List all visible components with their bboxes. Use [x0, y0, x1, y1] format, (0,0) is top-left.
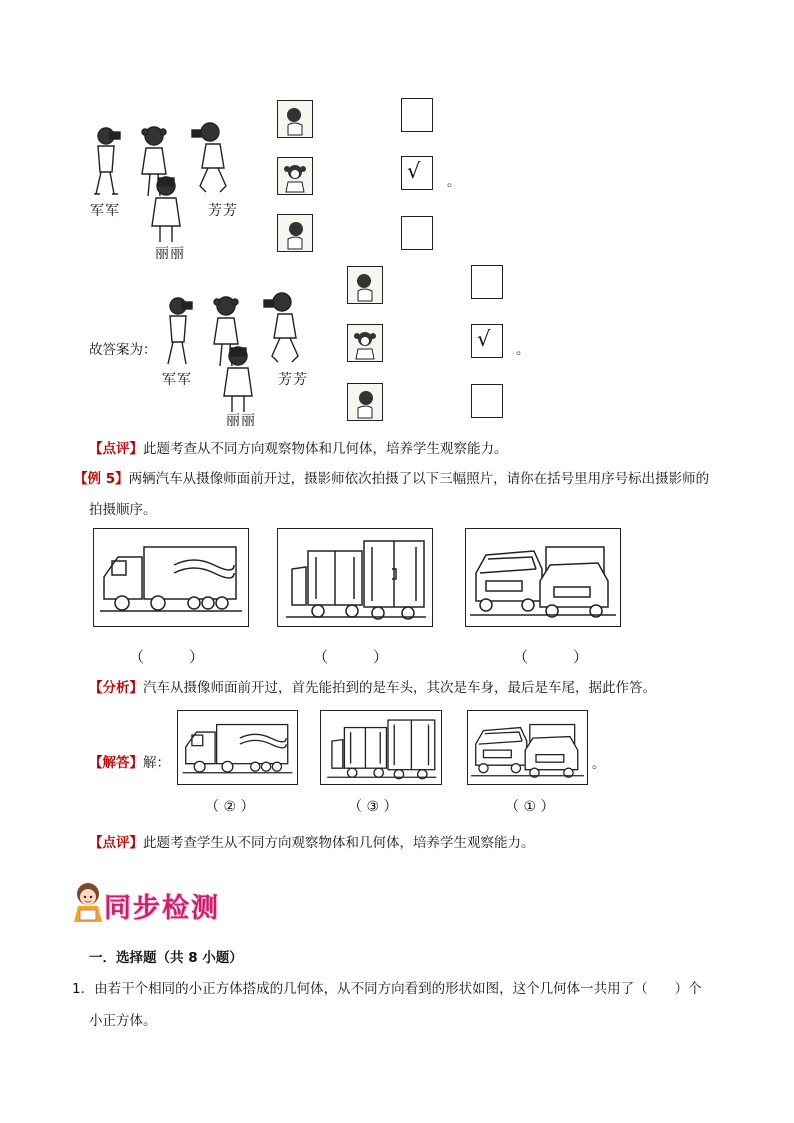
solution-tag: 【解答】: [89, 755, 143, 771]
period: 。: [447, 174, 461, 190]
photo-side-view: [277, 100, 313, 138]
name-junjun: 军军: [90, 203, 120, 219]
question-1-line-2: 小正方体。: [89, 1013, 157, 1029]
order-paren-1[interactable]: （ ）: [129, 648, 205, 666]
photo-front-view: [277, 157, 313, 195]
children-illustration: [88, 120, 248, 260]
comment-text: 此题考查从不同方向观察物体和几何体，培养学生观察能力。: [143, 441, 508, 457]
example-text: 两辆汽车从摄像师面前开过，摄影师依次拍摄了以下三幅照片，请你在括号里用序号标出摄影师的: [128, 471, 710, 487]
answer-box-2: [401, 156, 433, 190]
comment-1: [89, 437, 508, 457]
answer-box-3: [401, 216, 433, 250]
section-heading: 一．选择题（共 8 小题）: [89, 950, 243, 966]
answer-box-3: [471, 384, 503, 418]
answer-intro: 故答案为：: [89, 342, 157, 358]
order-paren-3[interactable]: （ ）: [513, 648, 589, 666]
check-mark: √: [407, 159, 421, 183]
comment-tag: 【点评】: [89, 441, 143, 457]
truck-photo-rear-answer: [320, 710, 442, 785]
photo-other-side-view: [347, 383, 383, 421]
truck-photo-front-answer: [467, 710, 588, 785]
section-title: 同步检测: [104, 893, 220, 924]
comment-2: [89, 831, 535, 851]
example-5-line-2: 拍摄顺序。: [89, 502, 157, 518]
comment-text: 此题考查学生从不同方向观察物体和几何体，培养学生观察能力。: [143, 835, 535, 851]
question-number: 1．: [72, 981, 95, 997]
check-mark: √: [477, 327, 491, 351]
analysis-text: 汽车从摄像师面前开过，首先能拍到的是车头，其次是车身，最后是车尾，据此作答。: [143, 680, 656, 696]
analysis: [89, 676, 656, 696]
name-junjun: 军军: [162, 372, 192, 388]
solution-label: 【解答】解：: [89, 755, 170, 771]
answer-box-1: [471, 265, 503, 299]
question-1-line-1: [72, 977, 702, 997]
student-mascot-icon: [72, 880, 106, 924]
answer-paren-2: （ ③ ）: [348, 799, 398, 815]
truck-photo-rear: [277, 528, 433, 627]
photo-front-view: [347, 324, 383, 362]
name-fangfang: 芳芳: [208, 203, 238, 219]
period: 。: [592, 756, 606, 772]
truck-photo-front: [465, 528, 621, 627]
photo-side-view: [347, 266, 383, 304]
children-illustration-answer: [160, 290, 320, 430]
name-lili: 丽丽: [155, 246, 185, 262]
example-tag: 【例 5】: [74, 471, 129, 487]
order-paren-2[interactable]: （ ）: [313, 648, 389, 666]
comment-tag: 【点评】: [89, 835, 143, 851]
truck-photo-side: [93, 528, 249, 627]
answer-paren-1: （ ② ）: [205, 799, 255, 815]
answer-box-2: [471, 324, 503, 358]
photo-other-side-view: [277, 214, 313, 252]
name-fangfang: 芳芳: [278, 372, 308, 388]
name-lili: 丽丽: [226, 413, 256, 429]
question-text: 由若干个相同的小正方体搭成的几何体，从不同方向看到的形状如图，这个几何体一共用了（ ）个: [94, 981, 702, 997]
answer-paren-3: （ ① ）: [505, 799, 555, 815]
answer-box-1: [401, 98, 433, 132]
truck-photo-side-answer: [177, 710, 298, 785]
period: 。: [516, 342, 530, 358]
example-5-line-1: [74, 467, 709, 487]
analysis-tag: 【分析】: [89, 680, 143, 696]
